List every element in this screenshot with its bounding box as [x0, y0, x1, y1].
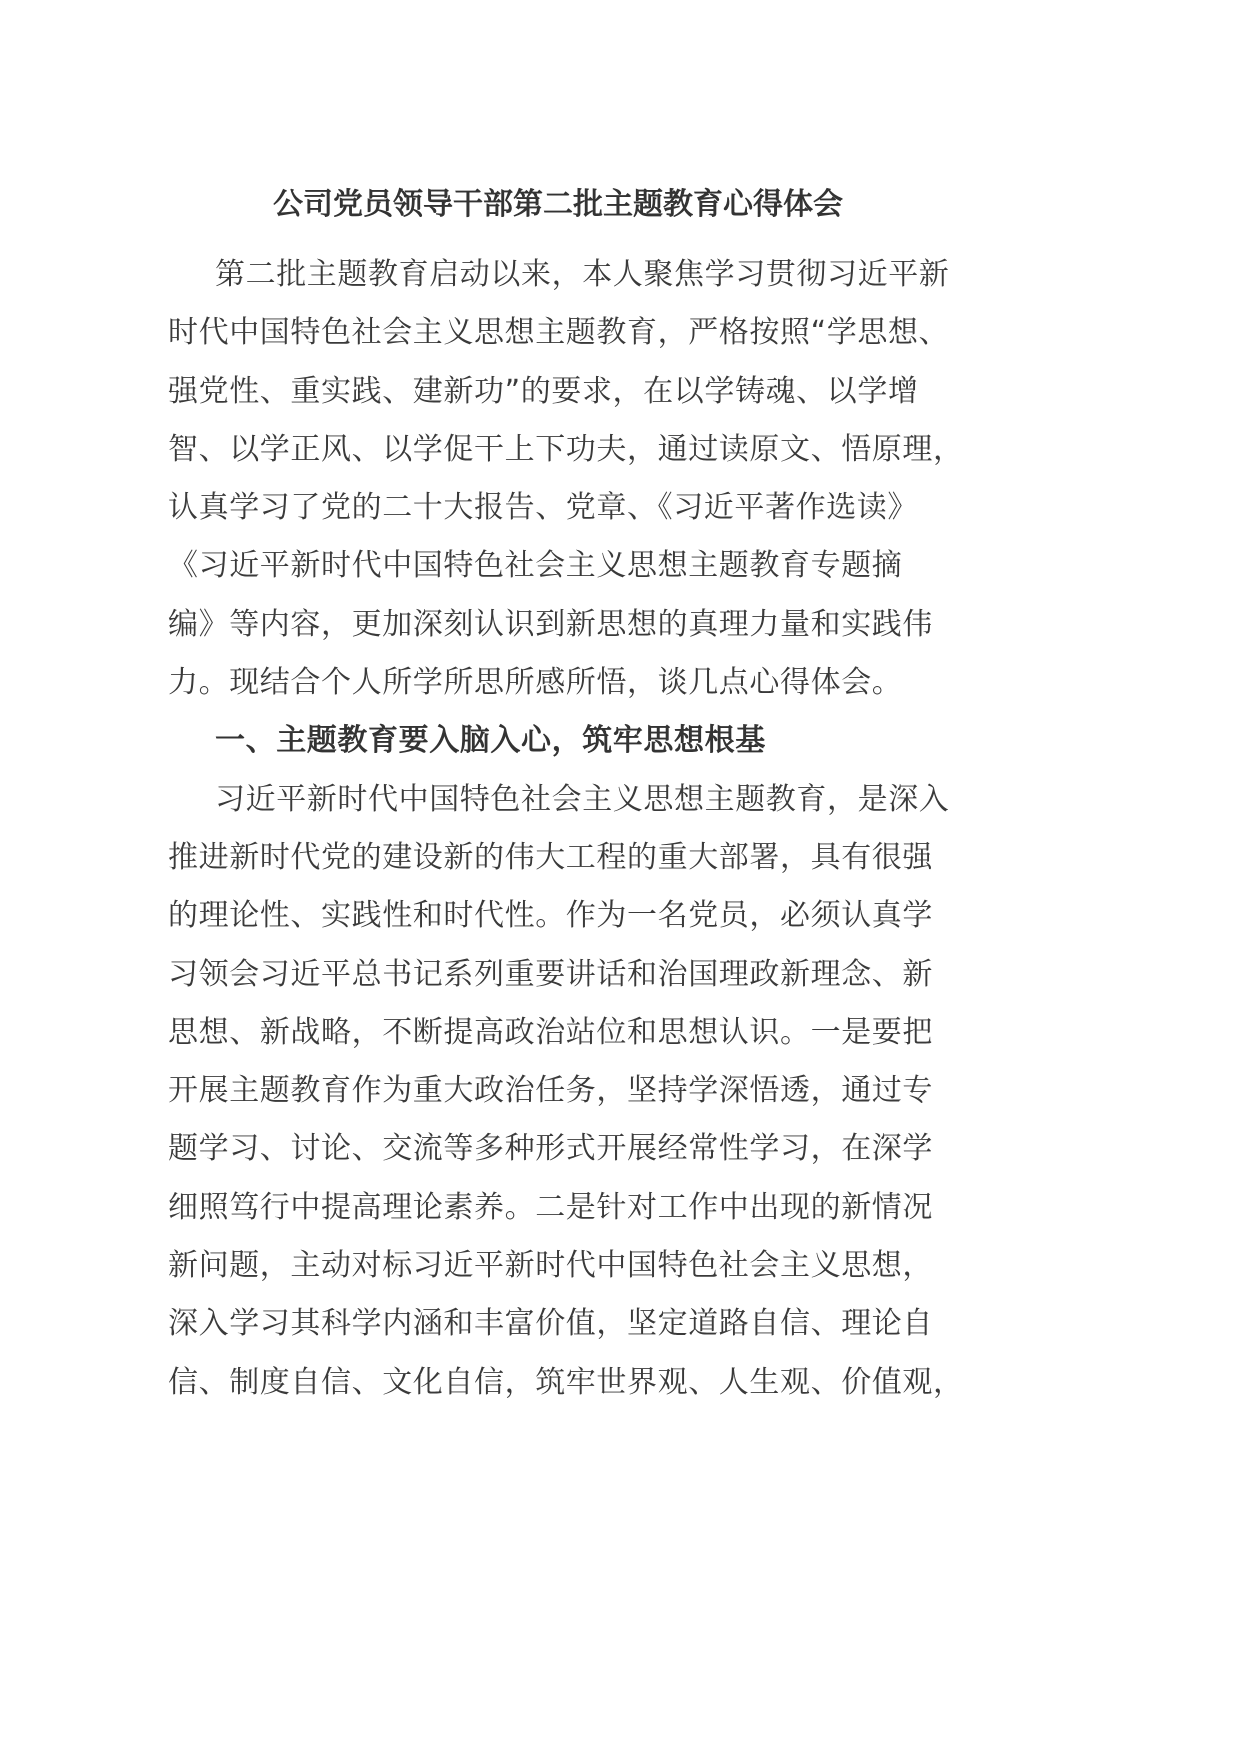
text-line: 信、制度自信、文化自信，筑牢世界观、人生观、价值观，	[168, 1364, 964, 1400]
text-line: 时代中国特色社会主义思想主题教育，严格按照“学思想、	[168, 315, 950, 351]
text-line: 力。现结合个人所学所思所感所悟，谈几点心得体会。	[168, 665, 903, 701]
text-line: 一、主题教育要入脑入心，筑牢思想根基	[215, 723, 766, 759]
text-line: 强党性、重实践、建新功”的要求，在以学铸魂、以学增	[168, 373, 919, 409]
document-title: 公司党员领导干部第二批主题教育心得体会	[273, 187, 843, 222]
text-line: 题学习、讨论、交流等多种形式开展经常性学习，在深学	[168, 1131, 933, 1167]
text-line: 第二批主题教育启动以来，本人聚焦学习贯彻习近平新	[215, 257, 950, 292]
text-line: 习领会习近平总书记系列重要讲话和治国理政新理念、新	[168, 956, 933, 992]
text-line: 编》等内容，更加深刻认识到新思想的真理力量和实践伟	[168, 606, 933, 642]
text-line: 习近平新时代中国特色社会主义思想主题教育，是深入	[215, 781, 950, 817]
paragraph	[168, 771, 964, 1412]
text-line: 认真学习了党的二十大报告、党章、《习近平著作选读》	[168, 490, 918, 526]
text-line: 的理论性、实践性和时代性。作为一名党员，必须认真学	[168, 898, 933, 934]
text-line: 新问题，主动对标习近平新时代中国特色社会主义思想，	[168, 1248, 933, 1284]
text-line: 开展主题教育作为重大政治任务，坚持学深悟透，通过专	[168, 1073, 933, 1109]
section-heading	[168, 712, 958, 770]
text-line: 思想、新战略，不断提高政治站位和思想认识。一是要把	[168, 1014, 933, 1050]
text-line: 智、以学正风、以学促干上下功夫，通过读原文、悟原理，	[168, 431, 964, 467]
text-line: 细照笃行中提高理论素养。二是针对工作中出现的新情况	[168, 1189, 933, 1225]
text-line: 《习近平新时代中国特色社会主义思想主题教育专题摘	[168, 548, 903, 584]
paragraph	[168, 246, 964, 712]
text-line: 深入学习其科学内涵和丰富价值，坚定道路自信、理论自	[168, 1306, 933, 1342]
text-line: 推进新时代党的建设新的伟大工程的重大部署，具有很强	[168, 839, 933, 875]
document-body	[168, 246, 964, 1412]
